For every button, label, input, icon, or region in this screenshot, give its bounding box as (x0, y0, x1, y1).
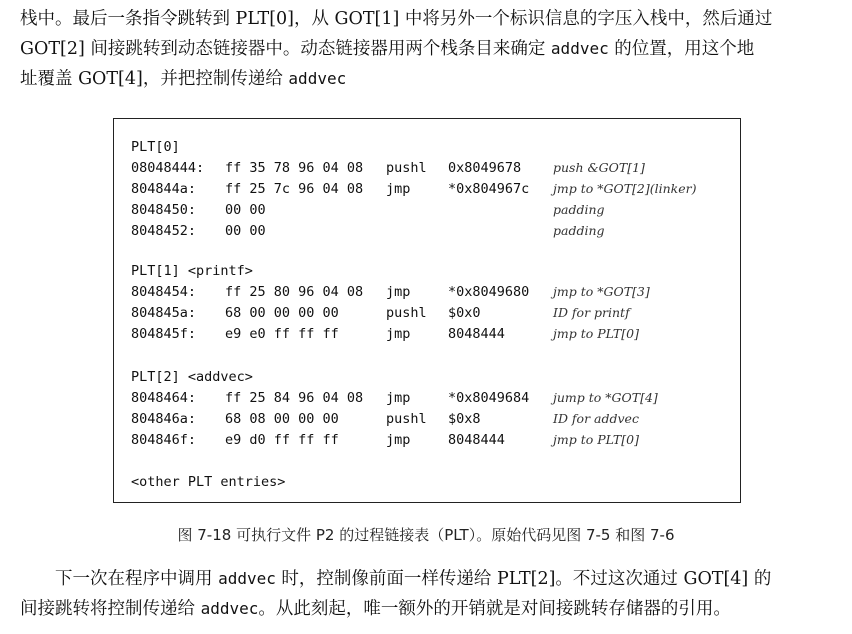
operand: $0x8 (448, 411, 481, 427)
listing-line (131, 305, 731, 326)
other-plt-entries: <other PLT entries> (131, 474, 286, 490)
instruction: jmp (386, 284, 411, 300)
instruction: pushl (386, 160, 427, 176)
listing-line (131, 326, 731, 347)
address: 8048452: (131, 223, 197, 239)
machine-bytes: e9 d0 ff ff ff (225, 432, 339, 448)
machine-bytes: ff 35 78 96 04 08 (225, 160, 364, 176)
machine-bytes: 68 00 00 00 00 (225, 305, 339, 321)
operand: $0x0 (448, 305, 481, 321)
paragraph-line: 址覆盖 GOT[4]，并把控制传递给 addvec (20, 69, 347, 89)
paragraph-line: GOT[2] 间接跳转到动态链接器中。动态链接器用两个栈条目来确定 addvec 的位置，用这个地 (20, 39, 755, 59)
address: 804846f: (131, 432, 197, 448)
address: 804846a: (131, 411, 197, 427)
address: 8048450: (131, 202, 197, 218)
listing-line (131, 390, 731, 411)
operand: *0x804967c (448, 181, 530, 197)
inline-code: addvec (288, 69, 347, 88)
operand: *0x8049680 (448, 284, 530, 300)
address: 08048444: (131, 160, 205, 176)
instruction: jmp (386, 390, 411, 406)
address: 804845f: (131, 326, 197, 342)
address: 8048464: (131, 390, 197, 406)
inline-code: addvec (550, 39, 609, 58)
comment: ID for addvec (553, 411, 639, 426)
operand: 8048444 (448, 326, 505, 342)
address: 804845a: (131, 305, 197, 321)
inline-code: addvec (200, 599, 259, 618)
instruction: jmp (386, 181, 411, 197)
listing-line (131, 411, 731, 432)
inline-code: addvec (218, 569, 276, 588)
instruction: jmp (386, 326, 411, 342)
listing-line (131, 202, 731, 223)
machine-bytes: ff 25 80 96 04 08 (225, 284, 364, 300)
machine-bytes: 68 08 00 00 00 (225, 411, 339, 427)
instruction: pushl (386, 305, 427, 321)
machine-bytes: ff 25 7c 96 04 08 (225, 181, 364, 197)
listing-line (131, 181, 731, 202)
body-paragraph-top (20, 4, 835, 94)
comment: jmp to *GOT[2](linker) (553, 181, 697, 196)
operand: 8048444 (448, 432, 505, 448)
operand: *0x8049684 (448, 390, 530, 406)
plt-block-header: PLT[0] (131, 139, 180, 155)
paragraph-line: 间接跳转将控制传递给 addvec。从此刻起，唯一额外的开销就是对间接跳转存储器的引用。 (20, 599, 731, 619)
plt-listing-box (113, 118, 741, 503)
instruction: jmp (386, 432, 411, 448)
paragraph-line: 下一次在程序中调用 addvec 时，控制像前面一样传递给 PLT[2]。不过这次通过 GOT[4] 的 (55, 569, 772, 589)
listing-line (131, 160, 731, 181)
machine-bytes: ff 25 84 96 04 08 (225, 390, 364, 406)
machine-bytes: e9 e0 ff ff ff (225, 326, 339, 342)
machine-bytes: 00 00 (225, 223, 266, 239)
body-paragraph-bottom (20, 564, 835, 624)
figure-caption: 图 7-18 可执行文件 P2 的过程链接表（PLT）。原始代码见图 7-5 和图 7-6 (177, 526, 675, 544)
listing-line (131, 284, 731, 305)
address: 8048454: (131, 284, 197, 300)
machine-bytes: 00 00 (225, 202, 266, 218)
plt-block-header: PLT[1] <printf> (131, 263, 253, 279)
comment: padding (553, 223, 605, 238)
comment: jmp to PLT[0] (553, 432, 639, 447)
address: 804844a: (131, 181, 197, 197)
comment: padding (553, 202, 605, 217)
comment: ID for printf (553, 305, 630, 320)
comment: jump to *GOT[4] (553, 390, 658, 405)
operand: 0x8049678 (448, 160, 522, 176)
paragraph-line: 栈中。最后一条指令跳转到 PLT[0]，从 GOT[1] 中将另外一个标识信息的字压入栈中，然后通过 (20, 9, 773, 29)
instruction: pushl (386, 411, 427, 427)
listing-line (131, 223, 731, 244)
comment: jmp to *GOT[3] (553, 284, 650, 299)
listing-line (131, 432, 731, 453)
comment: push &GOT[1] (553, 160, 645, 175)
comment: jmp to PLT[0] (553, 326, 639, 341)
plt-block-header: PLT[2] <addvec> (131, 369, 253, 385)
